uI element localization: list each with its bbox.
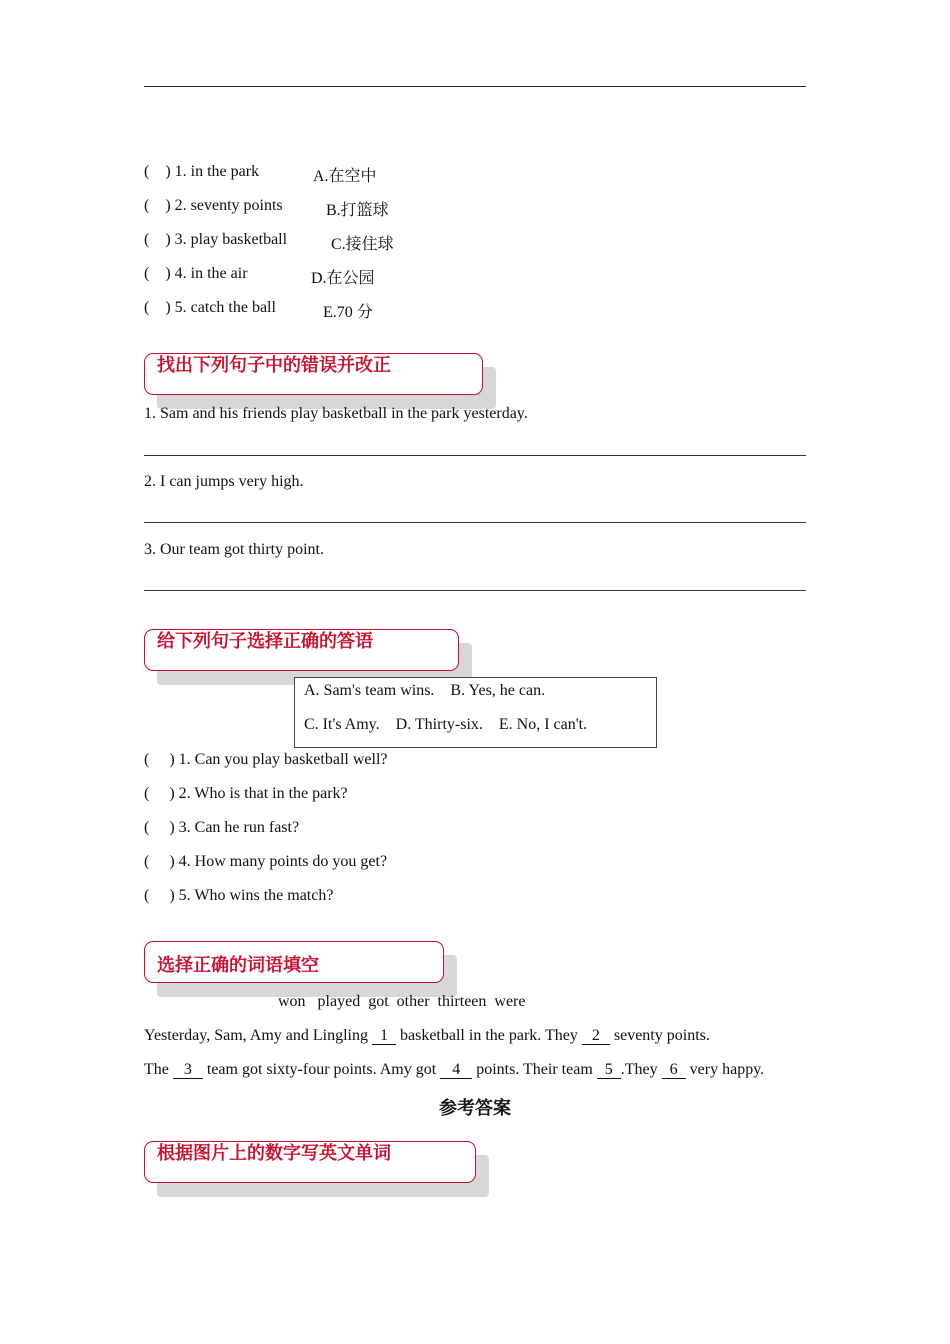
blank-2[interactable]: 2 (582, 1028, 610, 1045)
matching-option: E.70 分 (323, 304, 373, 321)
blank-1[interactable]: 1 (372, 1028, 396, 1045)
answer-line (144, 455, 806, 456)
question-item: ( ) 1. Can you play basketball well? (144, 751, 388, 768)
matching-item: ( ) 4. in the air (144, 265, 248, 282)
question-item: ( ) 4. How many points do you get? (144, 853, 388, 870)
question-item: ( ) 5. Who wins the match? (144, 887, 334, 904)
question-item: ( ) 3. Can he run fast? (144, 819, 300, 836)
answer-line (144, 590, 806, 591)
blank-6[interactable]: 6 (662, 1062, 686, 1079)
answers-heading: 参考答案 (439, 1098, 511, 1119)
passage-line-2: The 3 team got sixty-four points. Amy got 4 points. Their team 5 .They 6 very happy. (144, 1061, 765, 1078)
error-sentence: 2. I can jumps very high. (144, 473, 304, 490)
matching-option: B.打篮球 (326, 202, 389, 219)
error-sentence: 3. Our team got thirty point. (144, 541, 324, 558)
word-bank: won played got other thirteen were (278, 993, 526, 1010)
section-title: 选择正确的词语填空 (157, 955, 319, 976)
question-item: ( ) 2. Who is that in the park? (144, 785, 348, 802)
matching-item: ( ) 1. in the park (144, 163, 260, 180)
matching-option: A.在空中 (313, 168, 377, 185)
matching-option: D.在公园 (311, 270, 375, 287)
section-header-answer (144, 629, 459, 671)
options-row: A. Sam's team wins. B. Yes, he can. (304, 682, 546, 699)
matching-option: C.接住球 (331, 236, 394, 253)
error-sentence: 1. Sam and his friends play basketball in the park yesterday. (144, 405, 528, 422)
header-rule (144, 86, 806, 87)
section-header-fill (144, 941, 444, 983)
blank-3[interactable]: 3 (173, 1062, 203, 1079)
matching-item: ( ) 5. catch the ball (144, 299, 276, 316)
matching-item: ( ) 2. seventy points (144, 197, 283, 214)
blank-4[interactable]: 4 (440, 1062, 472, 1079)
section-header-correct (144, 353, 483, 395)
passage-line-1: Yesterday, Sam, Amy and Lingling 1 basketball in the park. They 2 seventy points. (144, 1027, 710, 1044)
section-title: 给下列句子选择正确的答语 (157, 631, 373, 652)
matching-item: ( ) 3. play basketball (144, 231, 288, 248)
answer-options-box (294, 677, 657, 748)
options-row: C. It's Amy. D. Thirty-six. E. No, I can't. (304, 716, 588, 733)
section-title: 根据图片上的数字写英文单词 (157, 1143, 391, 1164)
answer-line (144, 522, 806, 523)
section-header-numbers (144, 1141, 476, 1183)
blank-5[interactable]: 5 (597, 1062, 621, 1079)
section-title: 找出下列句子中的错误并改正 (157, 355, 391, 376)
